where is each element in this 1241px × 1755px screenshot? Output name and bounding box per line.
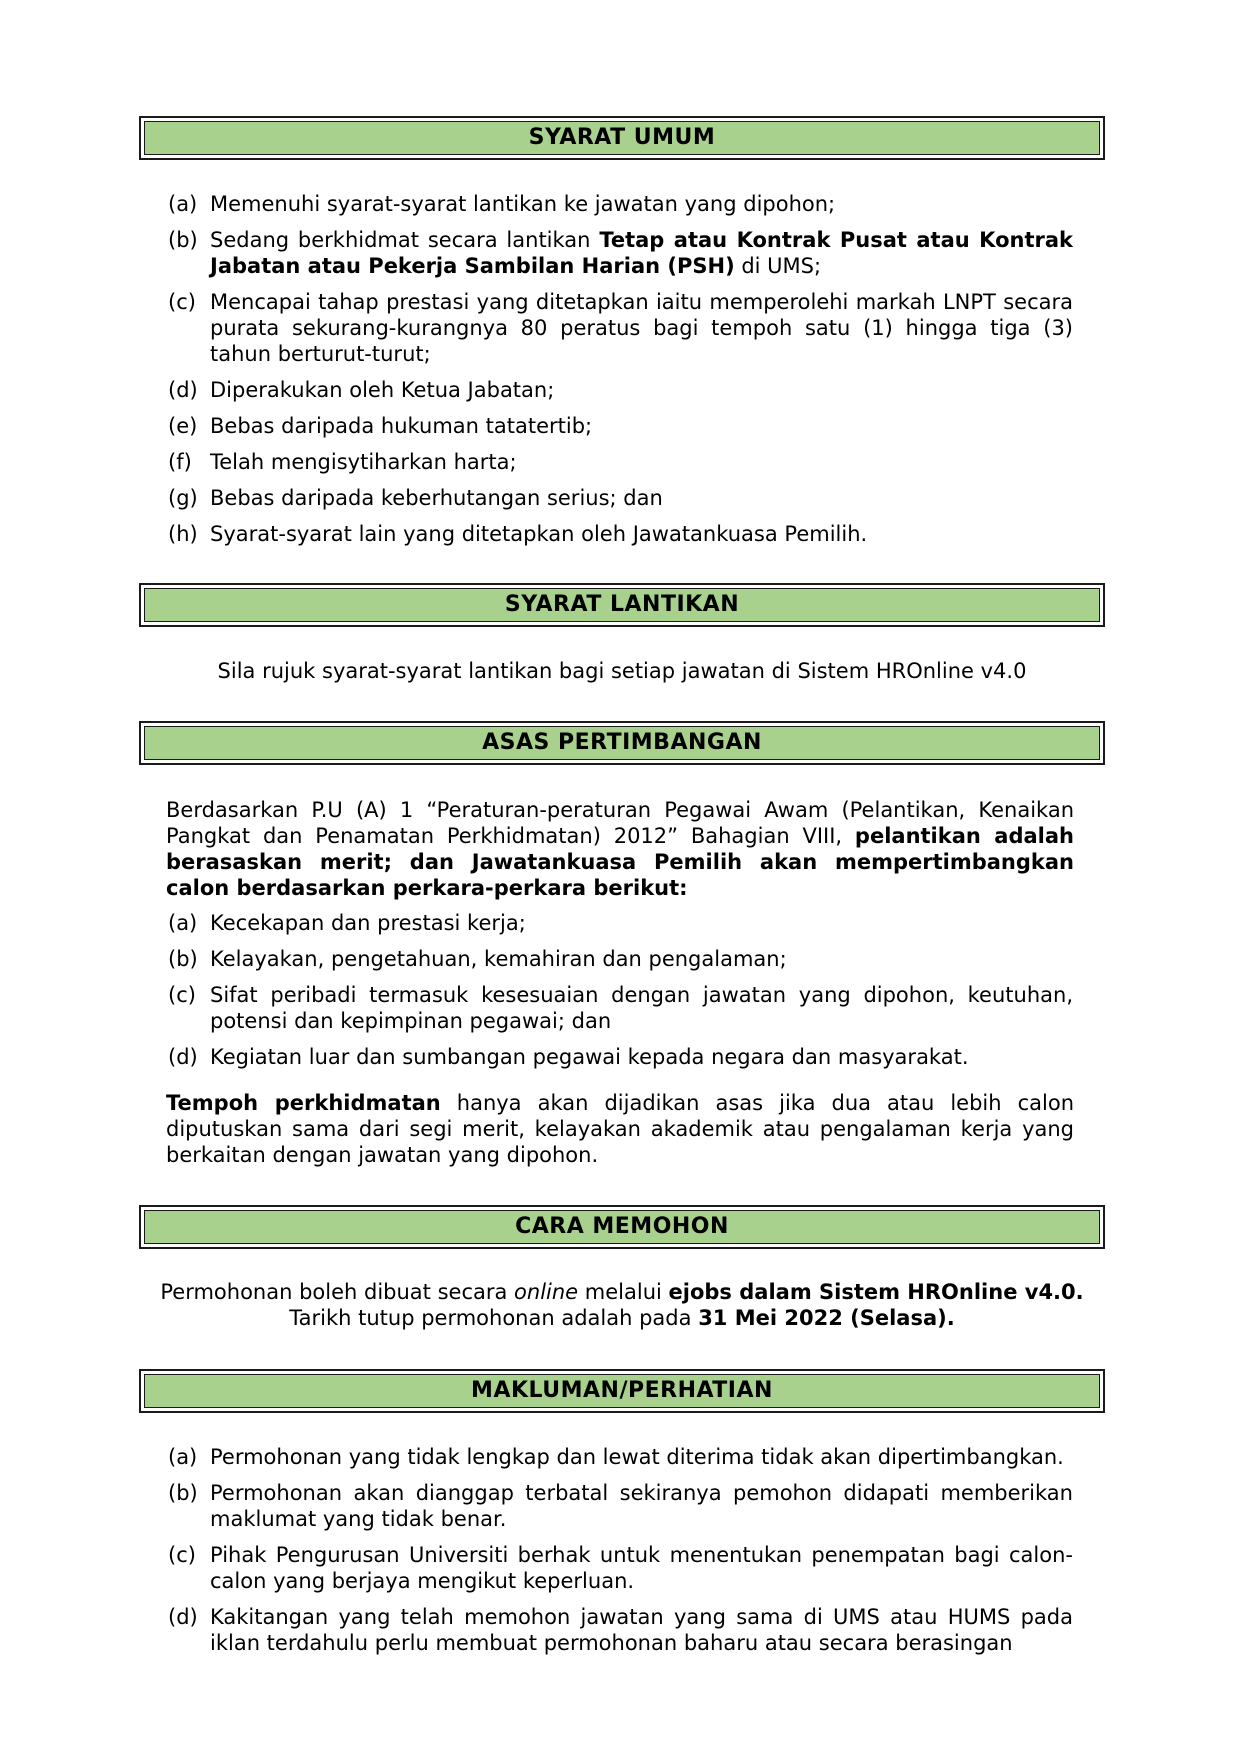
text-run: Telah mengisytiharkan harta; xyxy=(210,450,517,474)
list-item xyxy=(168,1480,1073,1532)
text-run: Tempoh perkhidmatan xyxy=(166,1091,441,1115)
text-run: Permohonan boleh dibuat secara xyxy=(160,1280,515,1304)
list-marker: (d) xyxy=(168,378,198,402)
asas-pertimbangan-outro xyxy=(166,1090,1074,1168)
list-marker: (a) xyxy=(168,1445,198,1469)
list-item xyxy=(168,449,1073,475)
text-run: online xyxy=(514,1280,579,1304)
asas-pertimbangan-intro xyxy=(166,797,1074,901)
list-item-text xyxy=(210,191,1073,217)
text-run: pelantikan adalah berasaskan merit; dan Jawatankuasa Pemilih akan mempertimbangkan calon berdasarkan perkara-perkara berikut: xyxy=(166,824,1074,900)
text-run: Diperakukan oleh Ketua Jabatan; xyxy=(210,378,555,402)
list-item xyxy=(168,982,1073,1034)
list-item-text xyxy=(210,946,1073,972)
section-header-syarat-umum xyxy=(139,116,1105,160)
cara-memohon-line-1 xyxy=(139,1279,1105,1305)
text-run: Tarikh tutup permohonan adalah pada xyxy=(289,1306,699,1330)
section-title: MAKLUMAN/PERHATIAN xyxy=(144,1374,1100,1408)
section-title: SYARAT UMUM xyxy=(144,121,1100,155)
list-item-text xyxy=(210,1480,1073,1532)
text-run: Sifat peribadi termasuk kesesuaian dengan jawatan yang dipohon, keutuhan, potensi dan kepimpinan pegawai; dan xyxy=(210,983,1073,1033)
list-item xyxy=(168,485,1073,511)
text-run: Mencapai tahap prestasi yang ditetapkan iaitu memperolehi markah LNPT secara purata sekurang-kurangnya 80 peratus bagi tempoh satu (1) hingga tiga (3) tahun berturut-turut; xyxy=(210,290,1073,366)
list-marker: (g) xyxy=(168,486,198,510)
text-run: Kelayakan, pengetahuan, kemahiran dan pengalaman; xyxy=(210,947,787,971)
text-run: Permohonan akan dianggap terbatal sekiranya pemohon didapati memberikan maklumat yang tidak benar. xyxy=(210,1481,1073,1531)
list-item-text xyxy=(210,1542,1073,1594)
text-run: Berdasarkan P.U (A) 1 “Peraturan-peraturan Pegawai Awam (Pelantikan, Kenaikan Pangkat dan Penamatan Perkhidmatan) 2012” Bahagian VIII, xyxy=(166,798,1074,848)
text-run: di UMS; xyxy=(734,254,822,278)
section-title: ASAS PERTIMBANGAN xyxy=(144,726,1100,760)
text-run: 31 Mei 2022 (Selasa). xyxy=(698,1306,955,1330)
list-item-text xyxy=(210,449,1073,475)
text-run: ejobs dalam Sistem HROnline v4.0. xyxy=(668,1280,1084,1304)
list-marker: (c) xyxy=(168,1543,196,1567)
list-item xyxy=(168,413,1073,439)
list-marker: (b) xyxy=(168,228,198,252)
section-title: SYARAT LANTIKAN xyxy=(144,588,1100,622)
text-run: Kecekapan dan prestasi kerja; xyxy=(210,911,526,935)
section-title: CARA MEMOHON xyxy=(144,1210,1100,1244)
text-run: Bebas daripada hukuman tatatertib; xyxy=(210,414,593,438)
section-header-cara-memohon xyxy=(139,1205,1105,1249)
list-item-text xyxy=(210,1044,1073,1070)
text-run: hanya akan dijadikan asas jika dua atau lebih calon diputuskan sama dari segi merit, kelayakan akademik atau pengalaman kerja yang berkaitan dengan jawatan yang dipohon. xyxy=(166,1091,1075,1167)
list-marker: (b) xyxy=(168,1481,198,1505)
list-item-text xyxy=(210,485,1073,511)
asas-pertimbangan-list xyxy=(168,910,1073,1080)
list-marker: (d) xyxy=(168,1045,198,1069)
list-item xyxy=(168,1542,1073,1594)
list-marker: (a) xyxy=(168,192,198,216)
list-item xyxy=(168,521,1073,547)
text-run: Pihak Pengurusan Universiti berhak untuk menentukan penempatan bagi calon-calon yang berjaya mengikut keperluan. xyxy=(210,1543,1073,1593)
list-item-text xyxy=(210,1444,1073,1470)
list-item xyxy=(168,946,1073,972)
text-run: Sedang berkhidmat secara lantikan xyxy=(210,228,600,252)
list-item xyxy=(168,191,1073,217)
section-header-asas-pertimbangan xyxy=(139,721,1105,765)
list-marker: (a) xyxy=(168,911,198,935)
section-header-makluman xyxy=(139,1369,1105,1413)
cara-memohon-line-2 xyxy=(139,1305,1105,1331)
text-run: melalui xyxy=(578,1280,669,1304)
list-marker: (e) xyxy=(168,414,198,438)
list-marker: (c) xyxy=(168,290,196,314)
list-item-text xyxy=(210,521,1073,547)
list-item-text xyxy=(210,982,1073,1034)
list-item xyxy=(168,227,1073,279)
section-header-syarat-lantikan xyxy=(139,583,1105,627)
text-run: Tetap atau Kontrak Pusat atau Kontrak Jabatan atau Pekerja Sambilan Harian (PSH) xyxy=(210,228,1073,278)
list-item-text xyxy=(210,1604,1073,1656)
list-item xyxy=(168,1044,1073,1070)
list-marker: (c) xyxy=(168,983,196,1007)
list-item xyxy=(168,910,1073,936)
list-item-text xyxy=(210,377,1073,403)
syarat-lantikan-text: Sila rujuk syarat-syarat lantikan bagi setiap jawatan di Sistem HROnline v4.0 xyxy=(217,659,1027,683)
list-item-text xyxy=(210,227,1073,279)
list-item-text xyxy=(210,289,1073,367)
syarat-umum-list xyxy=(168,191,1073,557)
list-marker: (b) xyxy=(168,947,198,971)
makluman-list xyxy=(168,1444,1073,1666)
list-marker: (d) xyxy=(168,1605,198,1629)
list-item xyxy=(168,377,1073,403)
list-marker: (h) xyxy=(168,522,198,546)
list-item xyxy=(168,289,1073,367)
text-run: Syarat-syarat lain yang ditetapkan oleh Jawatankuasa Pemilih. xyxy=(210,522,868,546)
list-item xyxy=(168,1604,1073,1656)
text-run: Bebas daripada keberhutangan serius; dan xyxy=(210,486,663,510)
text-run: Permohonan yang tidak lengkap dan lewat diterima tidak akan dipertimbangkan. xyxy=(210,1445,1064,1469)
list-marker: (f) xyxy=(168,450,192,474)
text-run: Kegiatan luar dan sumbangan pegawai kepada negara dan masyarakat. xyxy=(210,1045,969,1069)
list-item-text xyxy=(210,910,1073,936)
list-item xyxy=(168,1444,1073,1470)
text-run: Memenuhi syarat-syarat lantikan ke jawatan yang dipohon; xyxy=(210,192,836,216)
text-run: Kakitangan yang telah memohon jawatan yang sama di UMS atau HUMS pada iklan terdahulu perlu membuat permohonan baharu atau secara berasingan xyxy=(210,1605,1073,1655)
list-item-text xyxy=(210,413,1073,439)
